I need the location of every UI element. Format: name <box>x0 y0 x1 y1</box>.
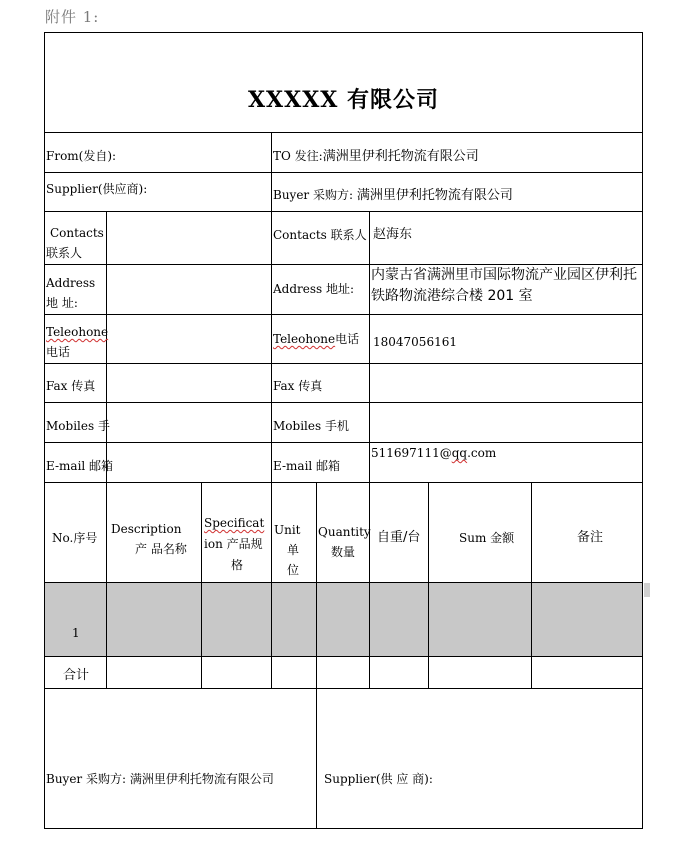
left-address-label-en: Address <box>46 276 96 290</box>
right-telephone-label-en: Teleohone <box>273 332 336 346</box>
rule <box>44 656 643 657</box>
col-unit-header-1: Unit <box>274 523 301 537</box>
right-mobile-label: Mobiles 手机 <box>273 419 349 433</box>
rule <box>44 482 643 483</box>
to-label: TO 发往: <box>273 149 323 163</box>
rule <box>531 482 532 688</box>
rule <box>44 582 643 583</box>
buyer-value: 满洲里伊利托物流有限公司 <box>356 188 513 203</box>
supplier-label: Supplier(供应商): <box>46 182 148 196</box>
col-unit-header-3: 位 <box>287 563 300 577</box>
buyer-signature: Buyer 采购方: 满洲里伊利托物流有限公司 <box>46 772 274 786</box>
left-mobile-label: Mobiles 手 <box>46 419 110 433</box>
col-unit-header-2: 单 <box>287 543 300 557</box>
col-qty-header-zh: 数量 <box>331 545 356 559</box>
buyer-label: Buyer 采购方: <box>273 188 354 202</box>
rule <box>316 482 317 829</box>
right-contacts-value: 赵海东 <box>373 227 413 242</box>
email-prefix: 511697111@ <box>371 446 452 460</box>
rule <box>369 482 370 688</box>
right-email-label: E-mail 邮箱 <box>273 459 341 473</box>
company-title: XXXXX 有限公司 <box>247 87 439 113</box>
left-contacts-label-en: Contacts <box>50 226 104 240</box>
row-number: 1 <box>72 626 80 640</box>
right-telephone-value: 18047056161 <box>373 335 457 349</box>
col-spec-header-zh2: 格 <box>231 558 244 572</box>
col-spec-header-en: Specificat <box>204 516 265 530</box>
rule <box>44 402 643 403</box>
buyer-field <box>273 186 513 205</box>
left-email-label: E-mail 邮箱 <box>46 459 114 473</box>
rule <box>271 132 272 482</box>
left-fax-label: Fax 传真 <box>46 379 96 393</box>
right-address-value: 内蒙古省满洲里市国际物流产业园区伊利托铁路物流港综合楼 201 室 <box>371 267 637 304</box>
total-label: 合计 <box>63 668 90 683</box>
right-fax-label: Fax 传真 <box>273 379 323 393</box>
rule <box>44 688 643 689</box>
email-domain: qq <box>451 446 468 460</box>
supplier-signature: Supplier(供 应 商): <box>324 772 433 786</box>
rule <box>44 314 643 315</box>
right-telephone-label-zh: 电话 <box>335 332 360 346</box>
col-qty-header-en: Quantity <box>318 525 371 539</box>
rule <box>271 482 272 688</box>
rule <box>44 211 643 212</box>
rule <box>44 172 643 173</box>
rule <box>44 132 643 133</box>
right-address-label: Address 地址: <box>273 282 355 296</box>
left-telephone-label-zh: 电话 <box>46 345 71 359</box>
right-email-value <box>371 444 496 462</box>
col-desc-header-zh: 产 品名称 <box>135 542 187 556</box>
col-note-header: 备注 <box>577 530 604 545</box>
col-no-header: No.序号 <box>52 531 98 545</box>
rule <box>428 482 429 688</box>
right-telephone-label <box>273 330 359 348</box>
left-telephone-label-en: Teleohone <box>46 325 109 339</box>
email-suffix: .com <box>467 446 497 460</box>
left-contacts-label-zh: 联系人 <box>46 246 83 260</box>
to-value: 满洲里伊利托物流有限公司 <box>322 149 479 164</box>
rule <box>106 211 107 482</box>
to-field <box>273 147 479 166</box>
col-spec-header-rest: ion 产品规 <box>204 537 263 551</box>
item-row-shading <box>45 583 642 656</box>
col-sum-header: Sum 金额 <box>459 531 515 545</box>
rule <box>44 442 643 443</box>
col-desc-header-en: Description <box>111 522 182 536</box>
scroll-marker <box>644 583 650 597</box>
from-label: From(发自): <box>46 149 117 163</box>
attachment-label: 附件 1: <box>45 8 100 26</box>
rule <box>369 211 370 482</box>
rule <box>44 363 643 364</box>
left-address-label-zh: 地 址: <box>46 296 78 310</box>
rule <box>106 482 107 688</box>
right-contacts-label: Contacts 联系人 <box>273 228 367 242</box>
rule <box>201 482 202 688</box>
col-weight-header: 自重/台 <box>377 530 421 545</box>
